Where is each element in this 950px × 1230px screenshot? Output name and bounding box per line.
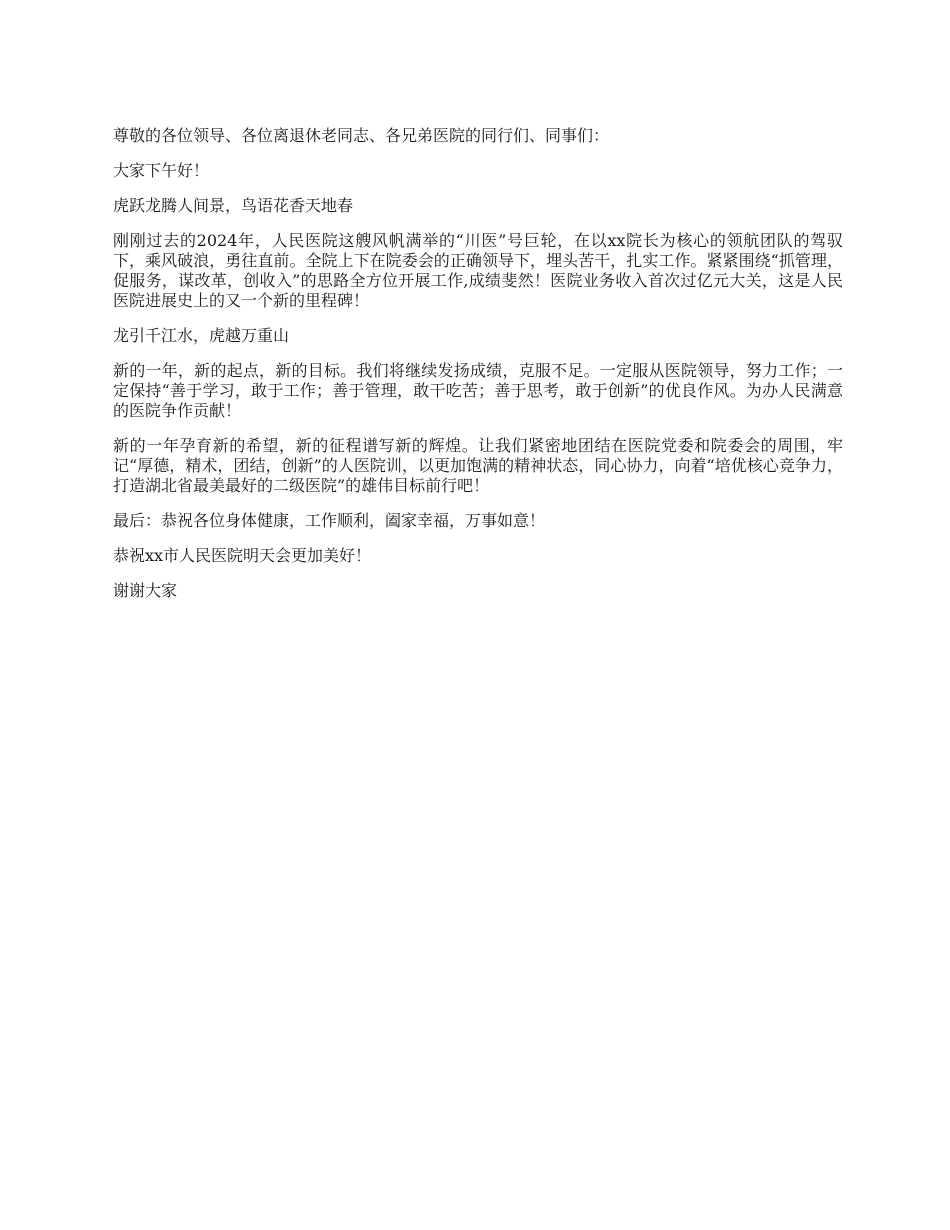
review-paragraph: 刚刚过去的2024年，人民医院这艘风帆满举的“川医”号巨轮，在以xx院长为核心的领航团队的驾驭下，乘风破浪，勇往直前。全院上下在院委会的正确领导下，埋头苦干，扎实工作。紧紧围绕“抓管理，促服务，谋改革，创收入”的思路全方位开展工作,成绩斐然！医院业务收入首次过亿元大关，这是人民医院进展史上的又一个新的里程碑！ xyxy=(113,231,843,310)
new-year-goals-paragraph: 新的一年，新的起点，新的目标。我们将继续发扬成绩，克服不足。一定服从医院领导，努力工作；一定保持“善于学习，敢于工作；善于管理，敢干吃苦；善于思考，敢于创新”的优良作风。为办人民满意的医院争作贡献！ xyxy=(113,361,843,420)
speech-body xyxy=(113,126,843,616)
couplet-line-2: 龙引千江水，虎越万重山 xyxy=(113,326,290,345)
salutation: 尊敬的各位领导、各位离退休老同志、各兄弟医院的同行们、同事们： xyxy=(113,126,610,145)
greeting: 大家下午好！ xyxy=(113,161,210,180)
outlook-paragraph: 新的一年孕育新的希望，新的征程谱写新的辉煌。让我们紧密地团结在医院党委和院委会的周围，牢记“厚德，精术，团结，创新”的人医院训，以更加饱满的精神状态，同心协力，向着“培优核心竞争力，打造湖北省最美最好的二级医院”的雄伟目标前行吧！ xyxy=(113,436,843,495)
couplet-line-1: 虎跃龙腾人间景，鸟语花香天地春 xyxy=(113,196,354,215)
closing-wishes: 最后：恭祝各位身体健康，工作顺利，阖家幸福，万事如意！ xyxy=(113,511,546,530)
thanks: 谢谢大家 xyxy=(113,581,178,600)
hospital-wishes: 恭祝xx市人民医院明天会更加美好！ xyxy=(113,546,372,565)
